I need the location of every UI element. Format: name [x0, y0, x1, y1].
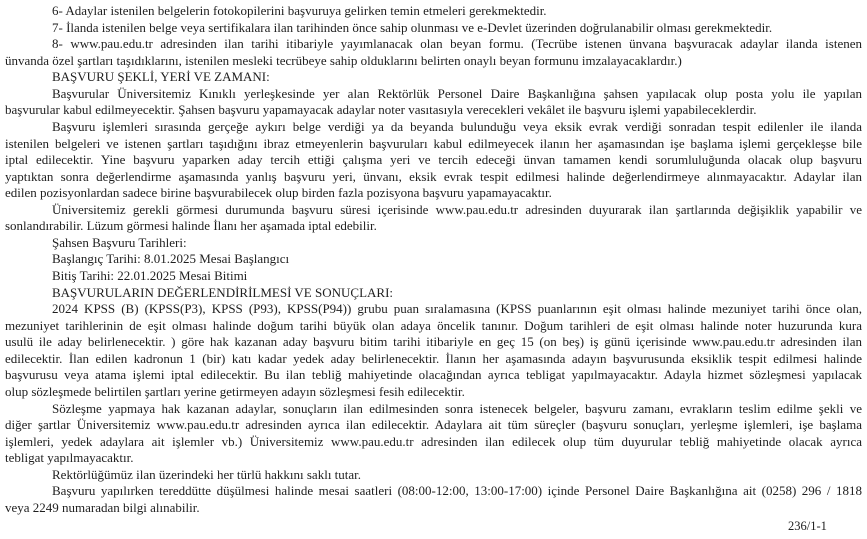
text-line: başvurular kabul edilmeyecektir. Şahsen başvuru yapamayacak adaylar noter vasıtasıyla verecekleri vekâlet ile başvuru işlemi yapabileceklerdir.	[5, 102, 757, 118]
text-line: BAŞVURULARIN DEĞERLENDİRİLMESİ VE SONUÇLARI:	[52, 284, 394, 300]
text-line: iptal edilecektir. Yine başvuru yaparken aday tercih ettiği çalışma yeri ve tercih edeceği ünvan tamamen kendi sorumluluğunda olacak olup başvuru	[5, 152, 862, 168]
text-line: başvurusu veya atama işlemi iptal edilecektir. Bu ilan tebliğ mahiyetinde olacağından ayrıca tebligat yapılmayacaktır. Adayla hizmet sözleşmesi yapılacak	[5, 367, 862, 383]
text-line: tebligat yapılmayacaktır.	[5, 450, 134, 466]
text-line: edilen pozisyonlardan sadece birine başvurabilecek olup birden fazla pozisyona başvuru yapamayacaktır.	[5, 185, 552, 201]
text-line: 6- Adaylar istenilen belgelerin fotokopilerini başvuruya gelirken temin etmeleri gerekmektedir.	[52, 3, 547, 18]
text-line: sonlandırabilir. Lüzum görmesi halinde İlanı her aşamada iptal edebilir.	[5, 218, 377, 234]
text-line: olup sözleşmede belirtilen şartları yerine getirmeyen adayın sözleşmesi fesih edilecektir.	[5, 383, 465, 399]
text-line: Şahsen Başvuru Tarihleri:	[52, 234, 187, 250]
document-body	[5, 3, 862, 516]
text-line: işlemleri, yedek adaylara ait işlemler vb.) Üniversitemiz www.pau.edu.tr adresinden ilan edilecek olup tüm duyurular tebliğ mahiyetinde olacak ayrıca	[5, 433, 862, 449]
text-line: Başvuru yapılırken tereddütte düşülmesi halinde mesai saatleri (08:00-12:00, 13:00-17:00) içinde Personel Daire Başkanlığına ait (0258) 296 / 1818	[52, 483, 862, 499]
text-line: veya 2249 numaradan bilgi alınabilir.	[5, 499, 200, 515]
text-line: istenilen belgeleri ve istenen şartları taşıdığını ibraz etmeyenlerin başvuruları kabul edilmeyecek ilanın her aşamasından işe başlama işlemi gerçekleşse bile	[5, 135, 862, 151]
text-line: 7- İlanda istenilen belge veya sertifikalara ilan tarihinden önce sahip olunması ve e-Devlet üzerinden doğrulanabilir olması gerekmektedir.	[52, 19, 773, 35]
page-number: 236/1-1	[788, 519, 827, 533]
text-line: BAŞVURU ŞEKLİ, YERİ VE ZAMANI:	[52, 69, 270, 85]
text-line: ünvanda özel şartları taşıdıklarını, istenilen mesleki tecrübeye sahip olduklarını belirten onaylı beyan formunu imzalayacaklardır.)	[5, 52, 682, 68]
text-line: Başvuru işlemleri sırasında gerçeğe aykırı belge verdiği ya da beyanda bulunduğu veya eksik evrak verdiği sonradan tespit edilenler ile ilanda	[52, 118, 862, 134]
text-line: Rektörlüğümüz ilan üzerindeki her türlü hakkını saklı tutar.	[52, 466, 362, 482]
text-line: mezuniyet tarihlerinin de eşit olması halinde doğum tarihi büyük olan adaya öncelik tanınır. Doğum tarihleri de eşit olması halinde noter huzurunda kura	[5, 317, 862, 333]
text-line: diğer şartlar Üniversitemiz www.pau.edu.tr adresinden ayrıca ilan edilecektir. Adaylara ait tüm süreçler (başvuru sonuçları, yerleşme işlemleri, işe başlama	[5, 417, 862, 433]
text-line: 8- www.pau.edu.tr adresinden ilan tarihi itibariyle yayımlanacak olan beyan formu. (Tecrübe istenen ünvana başvuracak adaylar ilanda istenen	[52, 36, 862, 52]
text-line: Başvurular Üniversitemiz Kınıklı yerleşkesinde yer alan Rektörlük Personel Daire Başkanlığına şahsen yapılacak olup posta yolu ile yapılan	[52, 85, 862, 101]
text-line: usulü ile aday belirlenecektir. ) göre hak kazanan aday başvuru bitim tarihi itibariyle en geç 15 (on beş) iş günü içerisinde www.pau.edu.tr adresinden ilan	[5, 334, 862, 350]
text-line: Bitiş Tarihi: 22.01.2025 Mesai Bitimi	[52, 268, 248, 283]
text-line: 2024 KPSS (B) (KPSS(P3), KPSS (P93), KPSS(P94)) grubu puan sıralamasına (KPSS puanlarının eşit olması halinde mezuniyet tarihi önce olan,	[52, 301, 862, 317]
text-line: Üniversitemiz gerekli görmesi durumunda başvuru süresi içerisinde www.pau.edu.tr adresinden duyurarak ilan şartlarında değişiklik yapabilir ve	[52, 201, 862, 217]
text-line: Başlangıç Tarihi: 8.01.2025 Mesai Başlangıcı	[52, 251, 290, 267]
text-line: yaptıktan sonra değerlendirme aşamasında yanlış başvuru yeri, ünvanı, eksik evrak tespit edilmesi halinde değerlendirmeye alınmayacaktır. Adaylar ilan	[5, 168, 862, 184]
text-line: Sözleşme yapmaya hak kazanan adaylar, sonuçların ilan edilmesinden sonra istenecek belgeler, başvuru zamanı, evrakların teslim edilme şekli ve	[52, 400, 862, 416]
text-line: edilecektir. İlan edilen kadronun 1 (bir) katı kadar yedek aday belirlenecektir. İlanın her aşamasında adayın başvurusunda eksiklik tespit edilmesi halinde	[5, 350, 862, 366]
